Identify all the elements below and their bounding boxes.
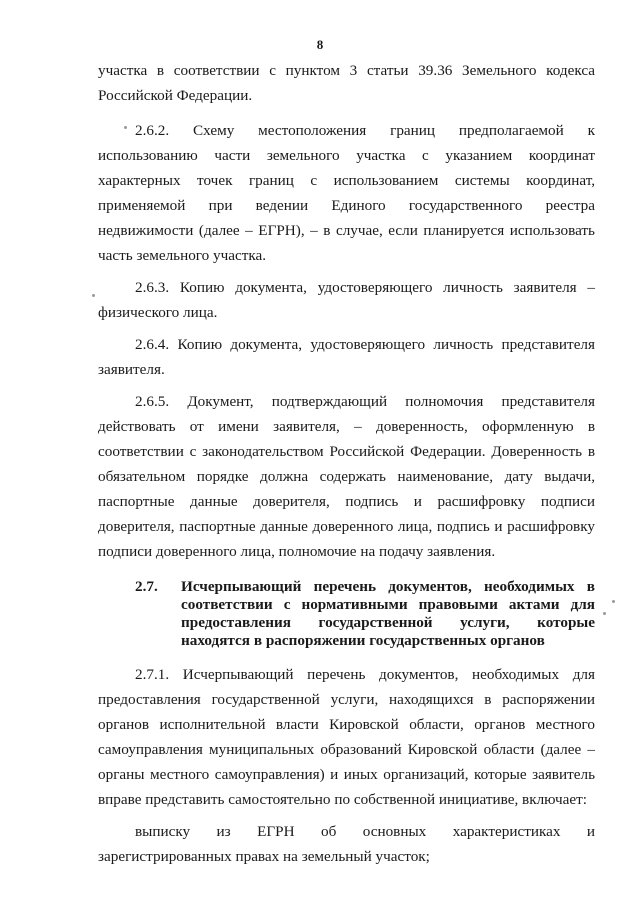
document-body: [98, 58, 595, 869]
paragraph-2-6-2: 2.6.2. Схему местоположения границ предполагаемой к использованию части земельного участка с указанием координат характерных точек границ с использованием системы координат, применяемой при ведении Единого государственного реестра недвижимости (далее – ЕГРН), – в случае, если планируется использовать часть земельного участка.: [98, 122, 595, 264]
paragraph-2-7-1-item: выписку из ЕГРН об основных характеристиках и зарегистрированных правах на земельный участок;: [98, 823, 595, 865]
paragraph-2-6-3: 2.6.3. Копию документа, удостоверяющего личность заявителя – физического лица.: [98, 279, 595, 321]
page-number: 8: [316, 37, 324, 52]
section-number: 2.7.: [135, 578, 158, 595]
paragraph-2-7-1: 2.7.1. Исчерпывающий перечень документов, необходимых для предоставления государственной услуги, находящихся в распоряжении органов исполнительной власти Кировской области, органов местного самоуправления муниципальных образований Кировской области (далее – органы местного самоуправления) и иных организаций, которые заявитель вправе представить самостоятельно по собственной инициативе, включает:: [98, 666, 595, 808]
paragraph-2-6-4: 2.6.4. Копию документа, удостоверяющего личность представителя заявителя.: [98, 336, 595, 378]
scan-speck: [124, 126, 127, 129]
paragraph-2-6-5: 2.6.5. Документ, подтверждающий полномочия представителя действовать от имени заявителя, – доверенность, оформленную в соответствии с законодательством Российской Федерации. Доверенность в обязательном порядке должна содержать наименование, дату выдачи, паспортные данные доверителя, подпись и расшифровку подписи доверителя, паспортные данные доверенного лица, подпись и расшифровку подписи доверенного лица, полномочие на подачу заявления.: [98, 393, 595, 560]
paragraph-continuation: участка в соответствии с пунктом 3 статьи 39.36 Земельного кодекса Российской Федерации.: [98, 62, 595, 104]
scan-speck: [92, 294, 95, 297]
section-title: Исчерпывающий перечень документов, необходимых в соответствии с нормативными правовыми актами для предоставления государственной услуги, которые находятся в распоряжении государственных органов: [181, 578, 595, 649]
scan-speck: [603, 612, 606, 615]
scan-speck: [612, 600, 615, 603]
section-heading-2-7: [98, 578, 595, 650]
